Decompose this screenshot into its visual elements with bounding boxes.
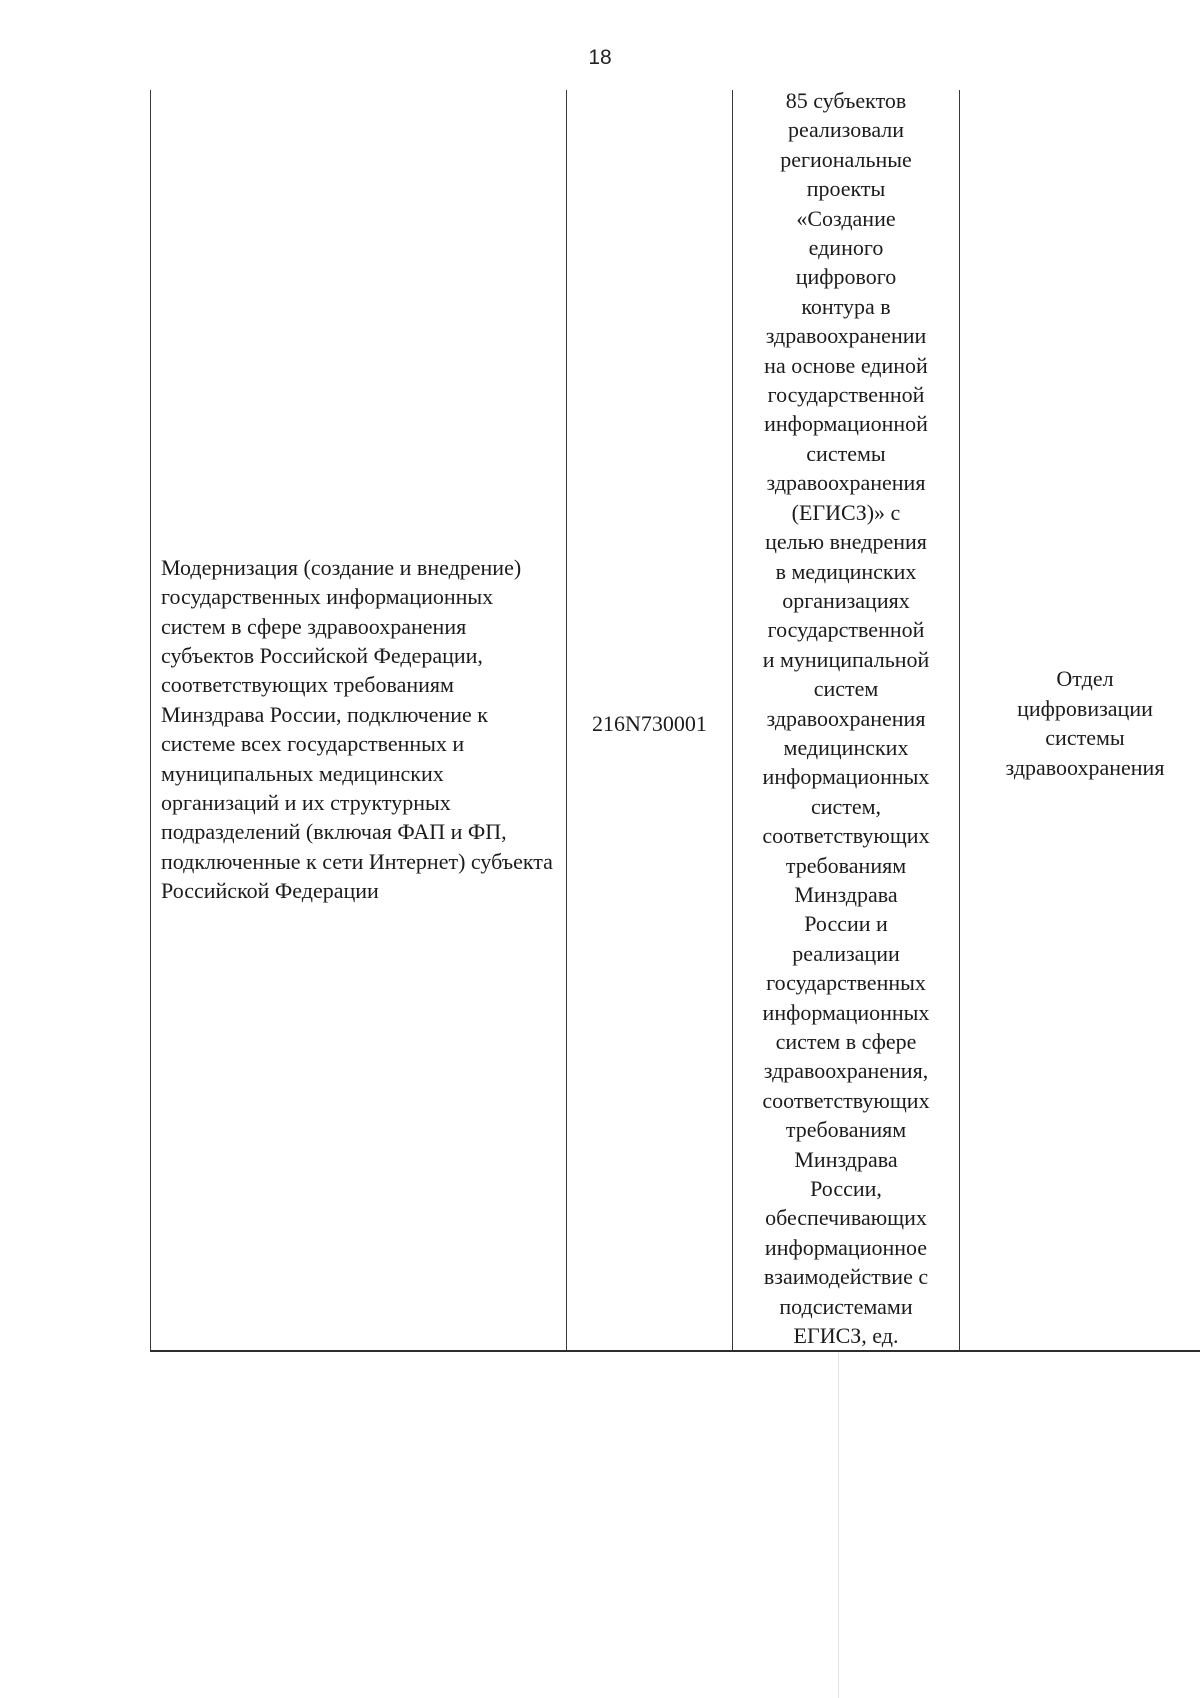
scan-fold-line (838, 1352, 839, 1698)
table-row (151, 90, 1200, 1351)
responsible-text: Отдел цифровизации системы здравоохранения (1005, 666, 1165, 780)
responsible-cell (960, 90, 1200, 1351)
measures-table (150, 90, 1200, 1352)
indicator-cell (733, 90, 960, 1351)
event-cell (151, 90, 567, 1351)
indicator-text: 85 субъектов реализовали региональные проекты «Создание единого цифрового контура в здравоохранении на основе единой государственной информационной системы здравоохранения (ЕГИСЗ)» с целью внедрения в медицинских организациях государственной и муниципальной систем здравоохранения медицинских информационных систем, соответствующих требованиям Минздрава России и реализации государственных информационных систем в сфере здравоохранения, соответствующих требованиям Минздрава России, обеспечивающих информационное взаимодействие с подсистемами ЕГИСЗ, ед. (762, 88, 930, 1349)
page-number: 18 (588, 46, 612, 69)
code-cell (567, 90, 733, 1351)
event-text: Модернизация (создание и внедрение) государственных информационных систем в сфере здравоохранения субъектов Российской Федерации, соответствующих требованиям Минздрава России, подключение к системе всех государственных и муниципальных медицинских организаций и их структурных подразделений (включая ФАП и ФП, подключенные к сети Интернет) субъекта Российской Федерации (161, 554, 553, 904)
code-text: 216N730001 (592, 710, 707, 736)
